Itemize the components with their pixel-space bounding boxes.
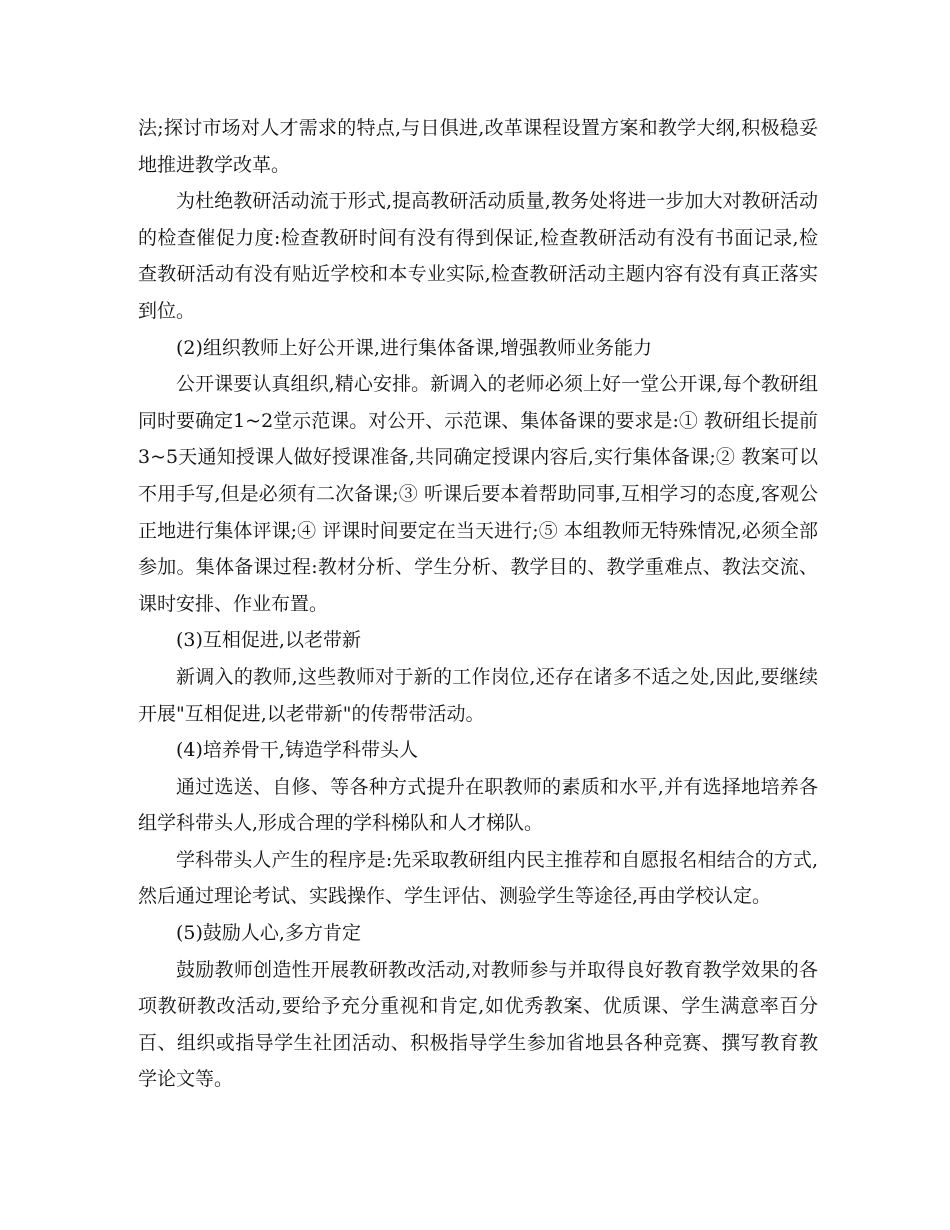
paragraph-4: 新调入的教师,这些教师对于新的工作岗位,还存在诸多不适之处,因此,要继续开展"互相促进,以老带新"的传帮带活动。 <box>138 665 818 725</box>
section-heading-3: (3)互相促进,以老带新 <box>176 629 361 652</box>
paragraph-6: 学科带头人产生的程序是:先采取教研组内民主推荐和自愿报名相结合的方式,然后通过理论考试、实践操作、学生评估、测验学生等途径,再由学校认定。 <box>138 848 818 908</box>
section-heading-5: (5)鼓励人心,多方肯定 <box>176 922 361 945</box>
paragraph-7: 鼓励教师创造性开展教研教改活动,对教师参与并取得良好教育教学效果的各项教研教改活动,要给予充分重视和肯定,如优秀教案、优质课、学生满意率百分百、组织或指导学生社团活动、积极指导学生参加省地县各种竞赛、撰写教育教学论文等。 <box>138 958 818 1091</box>
paragraph-1: 法;探讨市场对人才需求的特点,与日俱进,改革课程设置方案和教学大纲,积极稳妥地推进教学改革。 <box>138 117 818 176</box>
paragraph-5: 通过选送、自修、等各种方式提升在职教师的素质和水平,并有选择地培养各组学科带头人,形成合理的学科梯队和人才梯队。 <box>138 775 818 835</box>
paragraph-3: 公开课要认真组织,精心安排。新调入的老师必须上好一堂公开课,每个教研组同时要确定1~2堂示范课。对公开、示范课、集体备课的要求是:① 教研组长提前3~5天通知授课人做好授课准备,共同确定授课内容后,实行集体备课;② 教案可以不用手写,但是必须有二次备课;③ 听课后要本着帮助同事,互相学习的态度,客观公正地进行集体评课;④ 评课时间要定在当天进行;⑤ 本组教师无特殊情况,必须全部参加。集体备课过程:教材分析、学生分析、教学目的、教学重难点、教法交流、课时安排、作业布置。 <box>138 373 818 615</box>
section-heading-2: (2)组织教师上好公开课,进行集体备课,增强教师业务能力 <box>176 336 652 359</box>
document-body <box>138 110 818 1098</box>
section-heading-4: (4)培养骨干,铸造学科带头人 <box>176 739 418 762</box>
paragraph-2: 为杜绝教研活动流于形式,提高教研活动质量,教务处将进一步加大对教研活动的检查催促力度:检查教研时间有没有得到保证,检查教研活动有没有书面记录,检查教研活动有没有贴近学校和本专业实际,检查教研活动主题内容有没有真正落实到位。 <box>138 190 818 322</box>
